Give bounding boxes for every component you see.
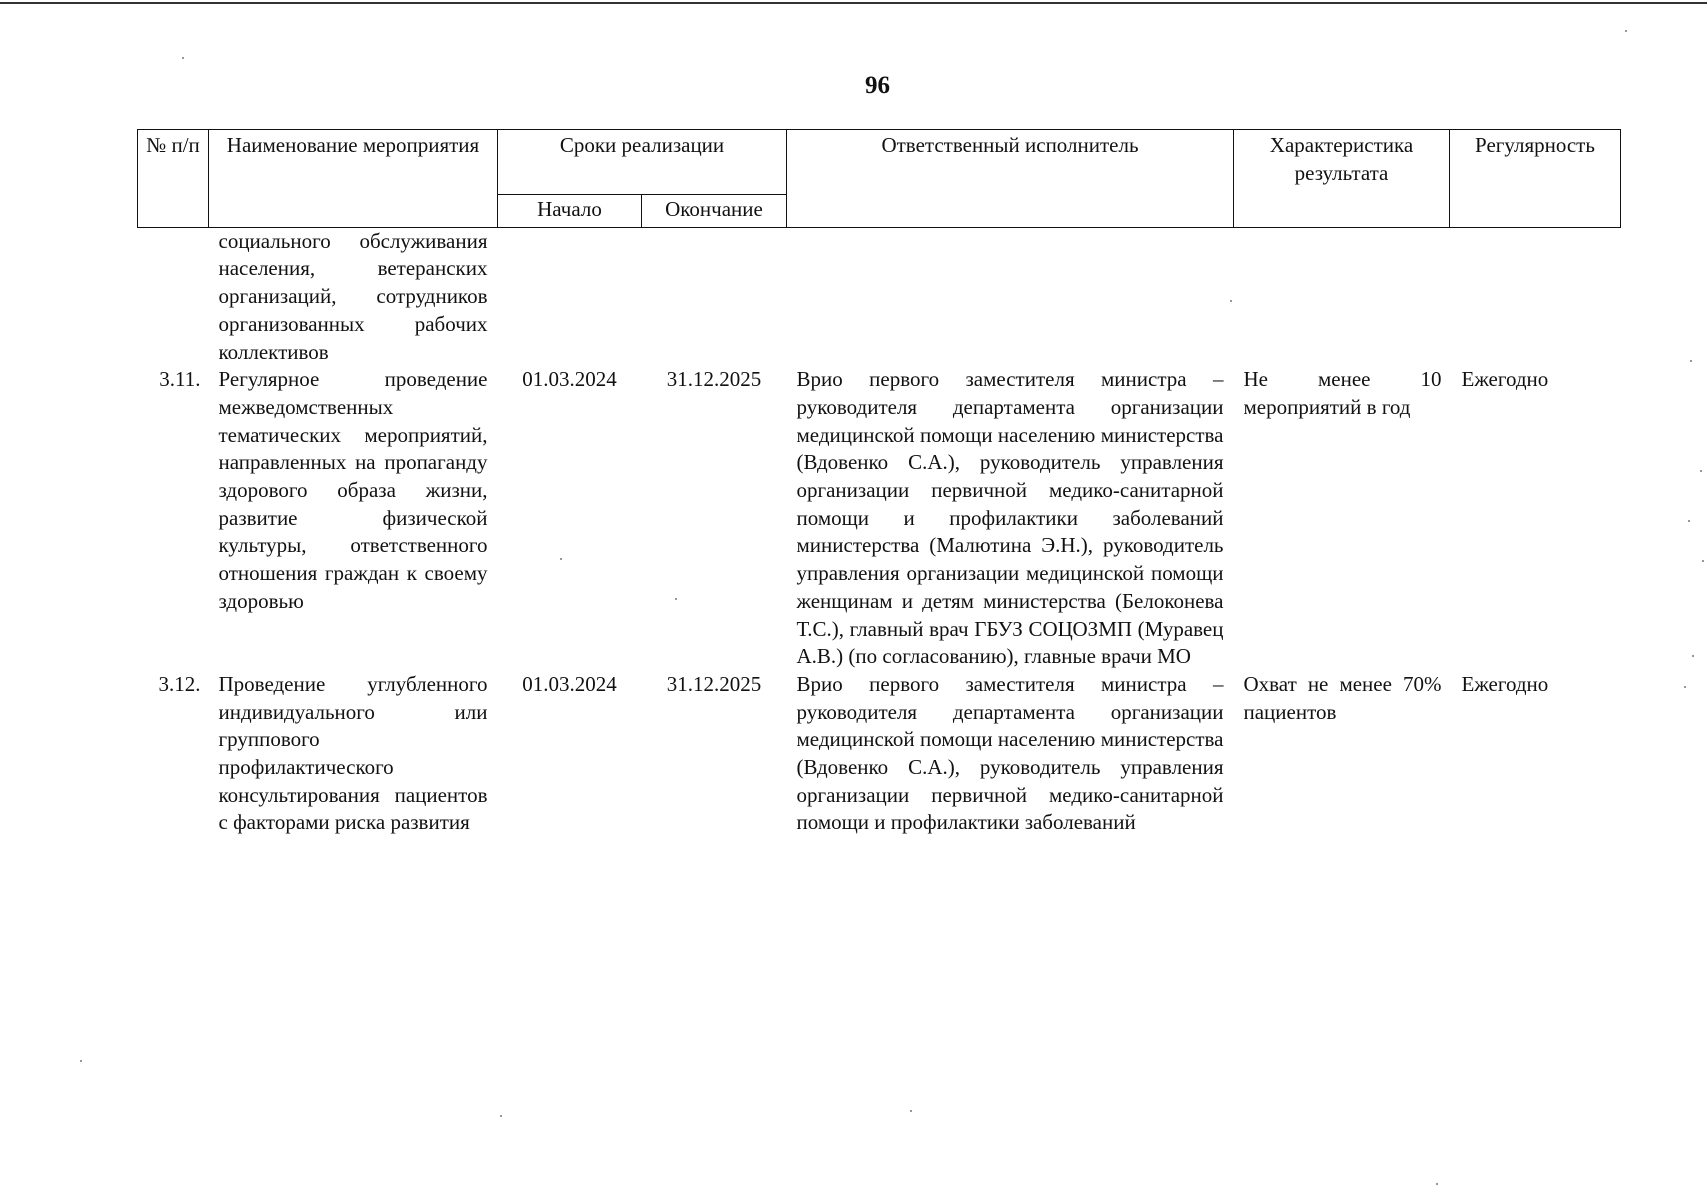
table-row xyxy=(138,671,1621,837)
row-number: 3.11. xyxy=(159,367,201,392)
table-header xyxy=(138,130,1621,228)
header-number: № п/п xyxy=(138,130,209,228)
row-end-date: 31.12.2025 xyxy=(666,367,762,392)
row-activity-name: Проведение углубленного индивидуального или группового профилактического консультирования пациентов с факторами риска развития xyxy=(218,671,488,835)
row-result: Охват не менее 70% пациентов xyxy=(1243,671,1442,724)
header-end: Окончание xyxy=(642,195,787,228)
activities-table xyxy=(137,129,1621,837)
table-row xyxy=(138,227,1621,366)
row-end-date: 31.12.2025 xyxy=(666,671,762,696)
row-regularity: Ежегодно xyxy=(1461,671,1549,696)
header-result: Характеристика результата xyxy=(1234,130,1450,228)
page-number: 96 xyxy=(865,72,890,99)
row-start-date: 01.03.2024 xyxy=(522,671,617,696)
row-executor xyxy=(787,227,1234,366)
row-result: Не менее 10 мероприятий в год xyxy=(1243,367,1442,419)
row-number: 3.12. xyxy=(158,671,201,696)
row-result xyxy=(1234,227,1450,366)
table-row xyxy=(138,366,1621,671)
header-activity-name: Наименование мероприятия xyxy=(209,130,498,228)
header-terms: Сроки реализации xyxy=(498,130,787,195)
row-executor: Врио первого заместителя министра – руководителя департамента организации медицинской помощи населению министерства (Вдовенко С.А.), руководитель управления организации первичной медико-санитарной помощи и профилактики заболеваний министерства (Малютина Э.Н.), руководитель управления организации медицинской помощи женщинам и детям министерства (Белоконева Т.С.), главный врач ГБУЗ СОЦОЗМП (Муравец А.В.) (по согласованию), главные врачи МО xyxy=(796,367,1224,669)
row-start-date xyxy=(498,227,642,366)
row-regularity xyxy=(1450,227,1621,366)
row-start-date: 01.03.2024 xyxy=(522,367,617,392)
row-number xyxy=(138,227,209,366)
row-executor: Врио первого заместителя министра – руководителя департамента организации медицинской помощи населению министерства (Вдовенко С.А.), руководитель управления организации первичной медико-санитарной помощи и профилактики заболеваний xyxy=(796,671,1224,835)
row-activity-name: Регулярное проведение межведомственных тематических мероприятий, направленных на пропаганду здорового образа жизни, развитие физической культуры, ответственного отношения граждан к своему здоровью xyxy=(218,367,488,613)
header-start: Начало xyxy=(498,195,642,228)
row-activity-name: социального обслуживания населения, ветеранских организаций, сотрудников организованных рабочих коллективов xyxy=(218,228,488,364)
row-end-date xyxy=(642,227,787,366)
row-regularity: Ежегодно xyxy=(1461,367,1549,392)
top-scan-border xyxy=(0,2,1707,4)
header-executor: Ответственный исполнитель xyxy=(787,130,1234,228)
header-regularity: Регулярность xyxy=(1450,130,1621,228)
